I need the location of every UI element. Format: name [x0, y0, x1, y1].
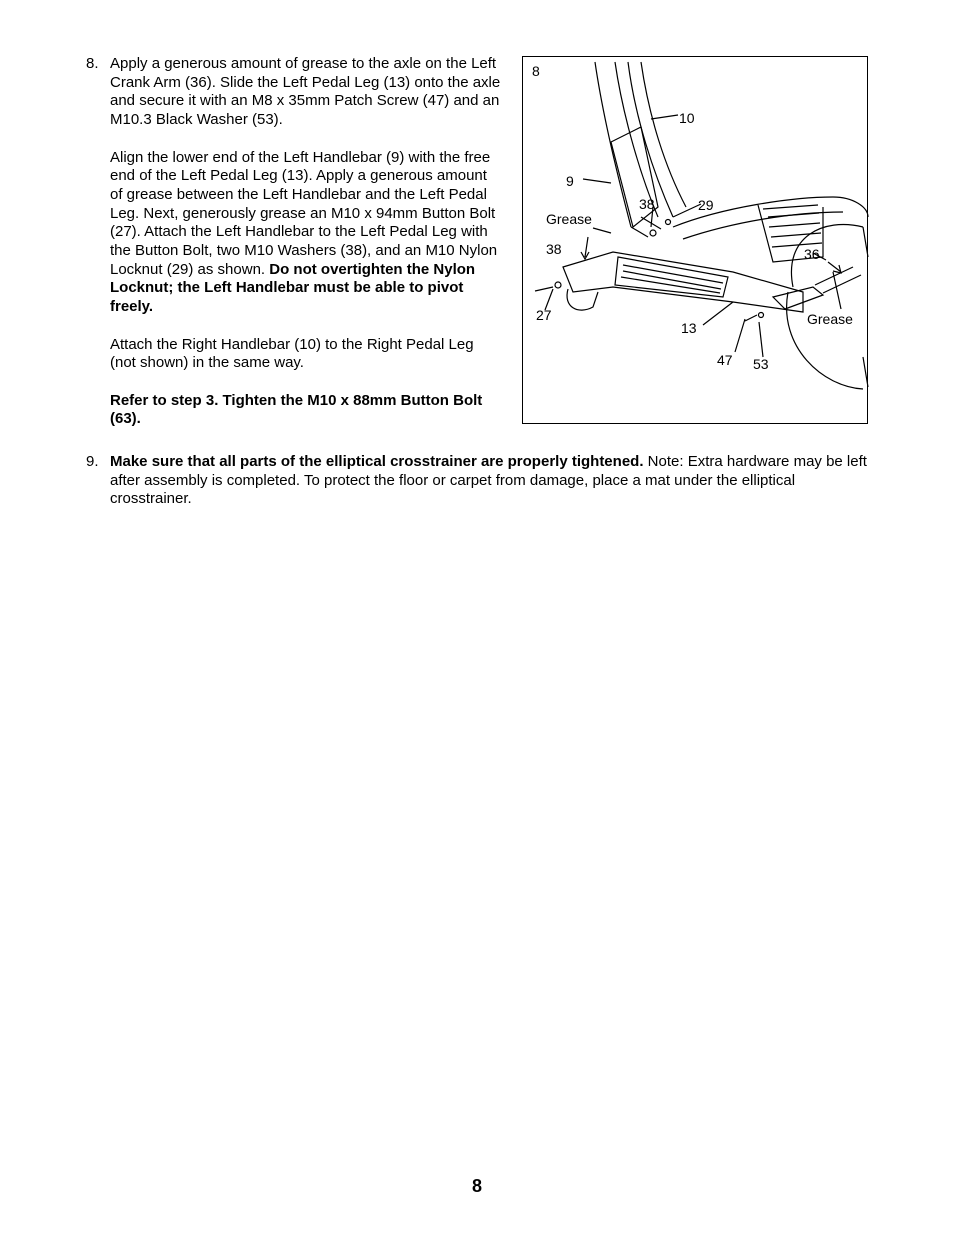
step-body	[110, 453, 870, 528]
label-36: 36	[804, 246, 820, 262]
step-9-text: Note: Extra hardware may be left after assembly is completed. To protect the floor or carpet from damage, place a mat under the elliptical crosstrainer.	[110, 453, 867, 508]
label-38-left: 38	[546, 241, 562, 257]
label-9: 9	[566, 173, 574, 189]
label-47: 47	[717, 352, 733, 368]
label-13: 13	[681, 320, 697, 336]
label-grease-left: Grease	[546, 211, 592, 227]
step-8-warning: Do not overtighten the Nylon Locknut; the Left Handlebar must be able to pivot freely.	[110, 260, 476, 316]
step-number: 9.	[86, 453, 99, 470]
step-8-refer-note: Refer to step 3. Tighten the M10 x 88mm Button Bolt (63).	[110, 391, 483, 428]
label-29: 29	[698, 197, 714, 213]
step-8-paragraph-3: Attach the Right Handlebar (10) to the Right Pedal Leg (not shown) in the same way.	[110, 335, 474, 372]
assembly-drawing	[523, 57, 869, 425]
label-38-top: 38	[639, 196, 655, 212]
step-8-paragraph-4	[110, 392, 502, 429]
figure-number: 8	[532, 63, 540, 79]
step-9-paragraph	[110, 453, 870, 509]
label-10: 10	[679, 110, 695, 126]
label-53: 53	[753, 356, 769, 372]
label-27: 27	[536, 307, 552, 323]
step-body	[110, 55, 502, 448]
step-9-bold: Make sure that all parts of the elliptical crosstrainer are properly tightened.	[110, 453, 644, 470]
step-8-paragraph-2-text: Align the lower end of the Left Handlebar (9) with the free end of the Left Pedal Leg (13). Apply a generous amount of grease between the Left Handlebar and the Left Pedal Leg. Next, generously grease an M10 x 94mm Button Bolt (27). Attach the Left Handlebar to the Left Pedal Leg with the Button Bolt, two M10 Washers (38), and an M10 Nylon Locknut (29) as shown.	[110, 148, 498, 278]
step-8-paragraph-2	[110, 149, 502, 317]
assembly-figure	[522, 56, 868, 424]
page-number: 8	[471, 1176, 482, 1196]
step-8-paragraph-1: Apply a generous amount of grease to the axle on the Left Crank Arm (36). Slide the Left Pedal Leg (13) onto the axle and secure it with an M8 x 35mm Patch Screw (47) and an M10.3 Black Washer (53).	[110, 55, 501, 129]
label-grease-right: Grease	[807, 311, 853, 327]
step-number: 8.	[86, 55, 99, 72]
